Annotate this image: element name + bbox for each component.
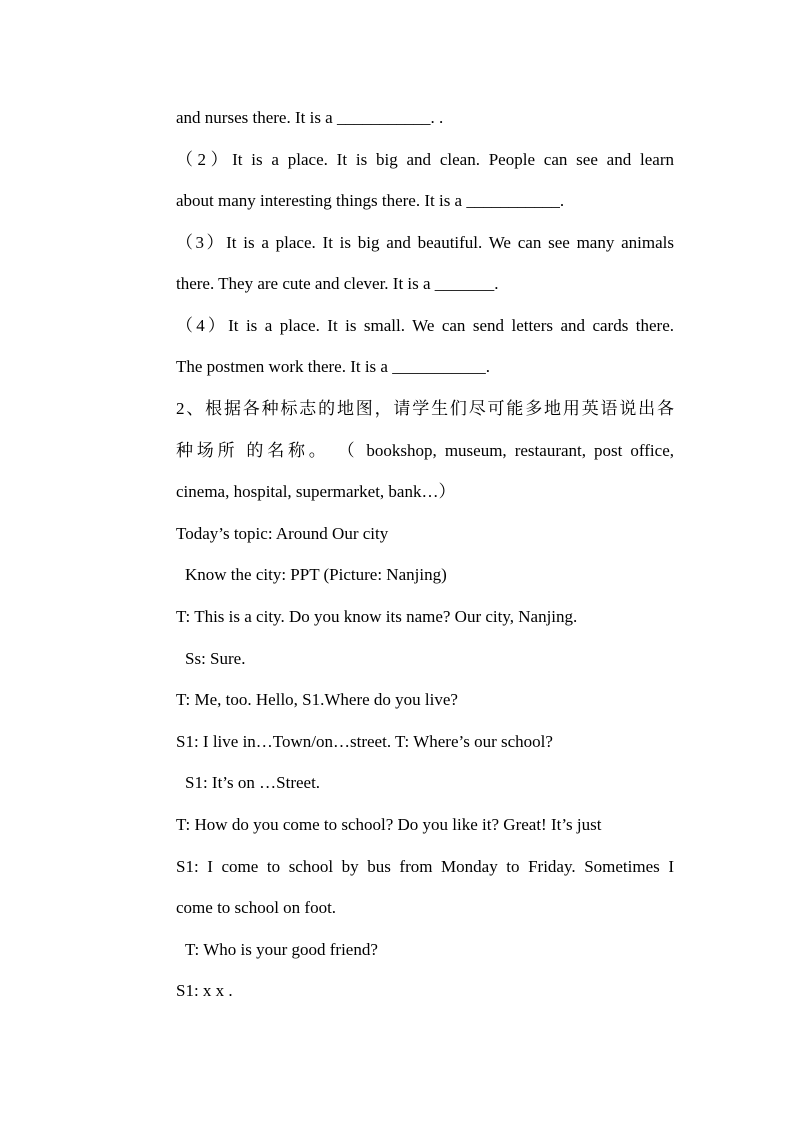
text-line: S1: I live in…Town/on…street. T: Where’s our school? bbox=[176, 732, 553, 751]
text-line: （3）It is a place. It is big and beautiful. We can see many animals bbox=[176, 233, 674, 252]
text-line: T: This is a city. Do you know its name? Our city, Nanjing. bbox=[176, 607, 578, 626]
text-line: S1: I come to school by bus from Monday to Friday. Sometimes I bbox=[176, 857, 674, 876]
text-line: 种场所 的名称。 （ bookshop, museum, restaurant, post office, bbox=[176, 441, 674, 460]
text-line: T: Who is your good friend? bbox=[185, 940, 378, 959]
text-line: （2）It is a place. It is big and clean. People can see and learn bbox=[176, 150, 674, 169]
text-line: and nurses there. It is a ___________. . bbox=[176, 108, 444, 127]
text-line: Ss: Sure. bbox=[185, 649, 246, 668]
text-line: 2、根据各种标志的地图，请学生们尽可能多地用英语说出各 bbox=[176, 399, 674, 418]
text-line: Today’s topic: Around Our city bbox=[176, 524, 389, 543]
text-line: cinema, hospital, supermarket, bank…） bbox=[176, 482, 456, 501]
text-line: there. They are cute and clever. It is a _______. bbox=[176, 274, 499, 293]
text-line: S1: x x . bbox=[176, 981, 233, 1000]
text-line: T: How do you come to school? Do you like it? Great! It’s just bbox=[176, 815, 602, 834]
text-line: S1: It’s on …Street. bbox=[185, 773, 321, 792]
text-line: The postmen work there. It is a ___________. bbox=[176, 357, 490, 376]
text-line: （4）It is a place. It is small. We can send letters and cards there. bbox=[176, 316, 674, 335]
text-line: come to school on foot. bbox=[176, 898, 337, 917]
text-line: about many interesting things there. It is a ___________. bbox=[176, 191, 565, 210]
text-line: Know the city: PPT (Picture: Nanjing) bbox=[185, 565, 447, 584]
text-line: T: Me, too. Hello, S1.Where do you live? bbox=[176, 690, 458, 709]
